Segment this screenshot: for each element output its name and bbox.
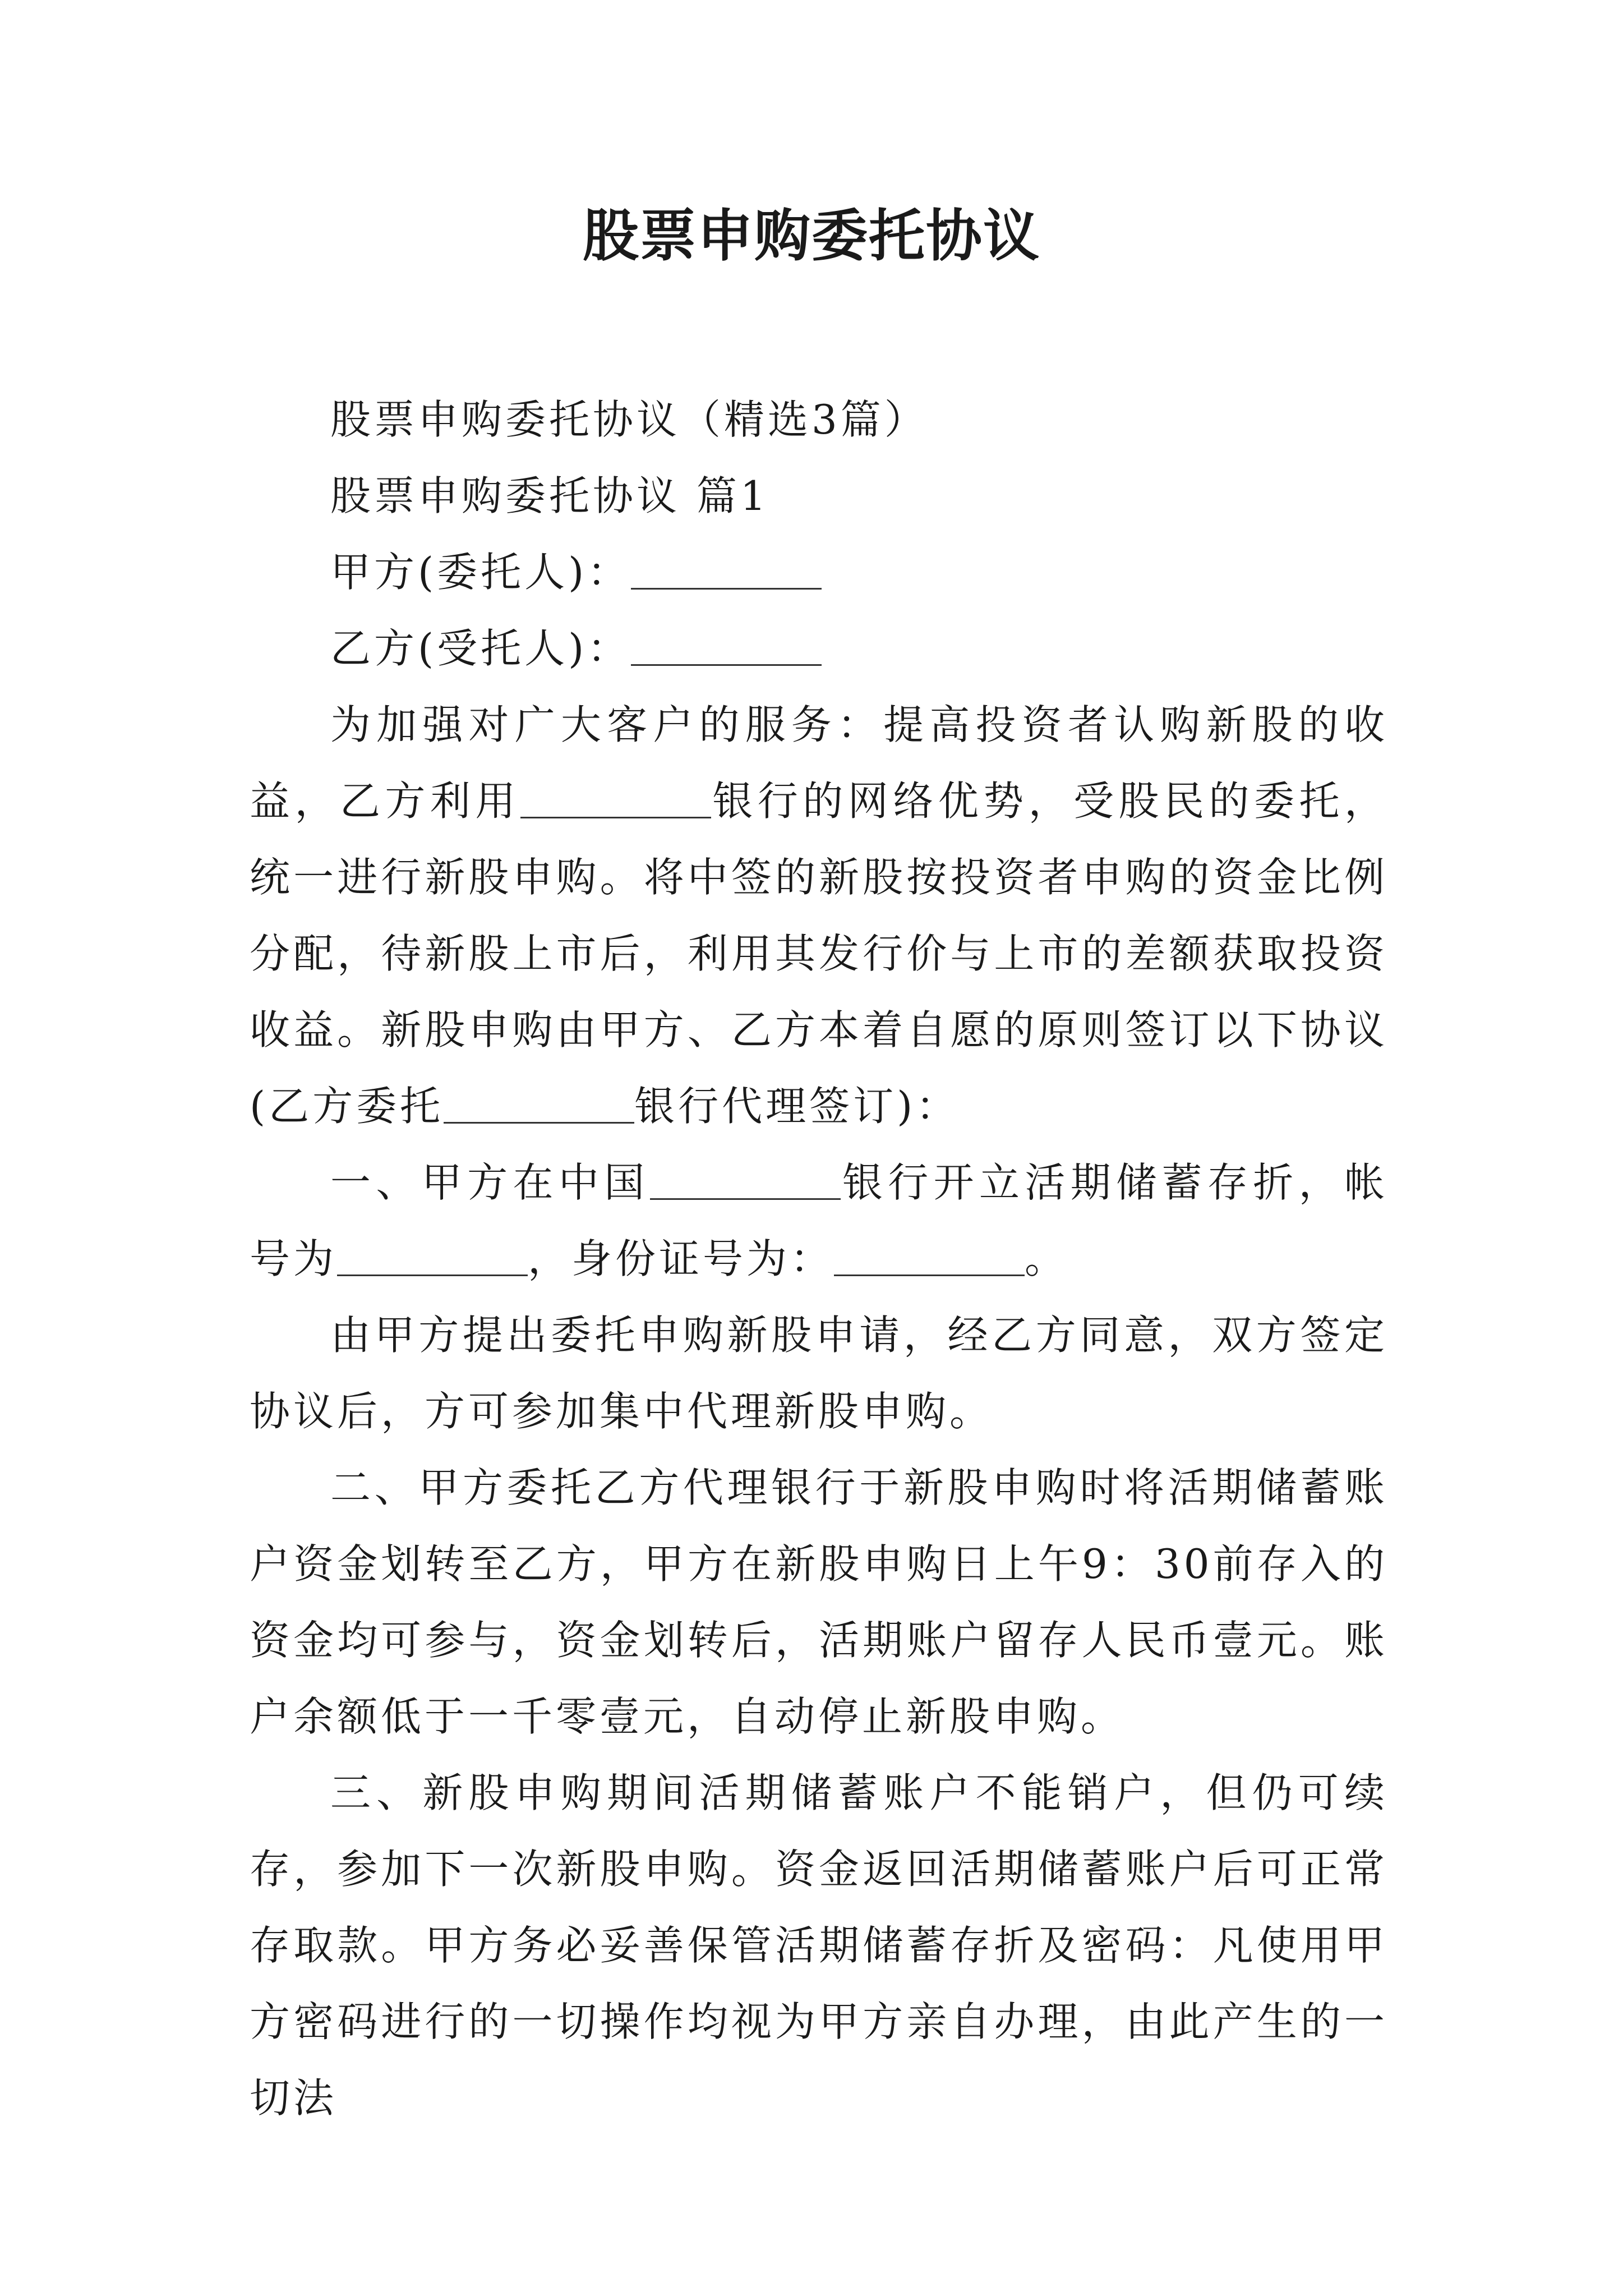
document-body <box>250 381 1388 2136</box>
clause-1-note: 由甲方提出委托申购新股申请，经乙方同意，双方签定协议后，方可参加集中代理新股申购。 <box>250 1312 1388 1435</box>
blank-line <box>631 547 822 590</box>
clause-3: 三、新股申购期间活期储蓄账户不能销户，但仍可续存，参加下一次新股申购。资金返回活期储蓄账户后可正常存取款。甲方务必妥善保管活期储蓄存折及密码：凡使用甲方密码进行的一切操作均视为甲方亲自办理，由此产生的一切法 <box>250 1769 1388 2122</box>
clause-2: 二、甲方委托乙方代理银行于新股申购时将活期储蓄账户资金划转至乙方，甲方在新股申购日上午9：30前存入的资金均可参与，资金划转后，活期账户留存人民币壹元。账户余额低于一千零壹元，自动停止新股申购。 <box>250 1464 1388 1740</box>
party-b-label: 乙方(受托人)： <box>330 625 631 672</box>
clause-1-text-1: 一、甲方在中国 <box>330 1159 650 1206</box>
blank-line <box>834 1234 1025 1276</box>
blank-line <box>650 1158 841 1200</box>
blank-line <box>520 776 711 818</box>
intro-text-1: 为加强对广大客户的服务：提高投资者认购新股的收益，乙方利用 <box>250 701 1388 825</box>
section-heading: 股票申购委托协议 篇1 <box>330 472 769 519</box>
party-a-line <box>250 534 1388 610</box>
document-subtitle: 股票申购委托协议（精选3篇） <box>330 396 928 443</box>
intro-paragraph <box>250 687 1388 1144</box>
intro-text-3: 银行代理签订)： <box>634 1083 960 1130</box>
clause-1-text-3: ，身份证号为： <box>528 1235 834 1282</box>
clause-1-text-2: 银行开立活期储蓄存折，帐号为 <box>250 1159 1388 1282</box>
blank-line <box>444 1082 634 1124</box>
document-title: 股票申购委托协议 <box>583 203 1040 269</box>
intro-text-2: 银行的网络优势，受股民的委托，统一进行新股申购。将中签的新股按投资者申购的资金比例分配，待新股上市后，利用其发行价与上市的差额获取投资收益。新股申购由甲方、乙方本着自愿的原则签订以下协议(乙方委托 <box>250 777 1388 1130</box>
clause-1-text-4: 。 <box>1025 1235 1069 1282</box>
party-a-label: 甲方(委托人)： <box>330 549 631 596</box>
blank-line <box>631 624 822 666</box>
clause-1 <box>250 1144 1388 1297</box>
party-b-line <box>250 610 1388 687</box>
blank-line <box>337 1234 528 1276</box>
